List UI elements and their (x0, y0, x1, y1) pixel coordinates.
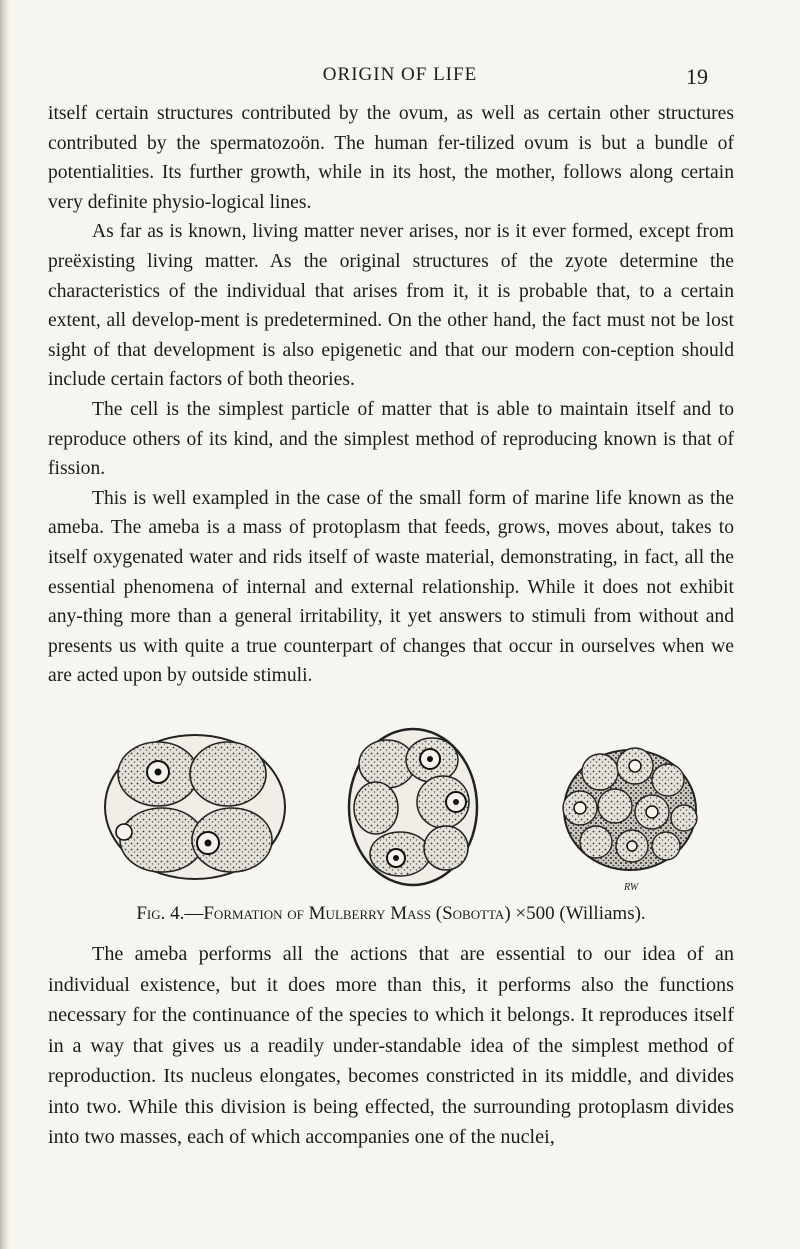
eight-cell-stage-drawing (349, 729, 477, 885)
paragraph-3: The cell is the simplest particle of matter that is able to maintain itself and to reproduce others of its kind, and the simplest method of reproducing known is that of fission. (48, 398, 734, 480)
paragraph-4: This is well exampled in the case of the small form of marine life known as the ameba. The ameba is a mass of protoplasm that feeds, grows, moves about, takes to itself oxygenated water and rids itself of waste material, demonstrating, in fact, all the essential phenomena of internal and external relationship. While it does not exhibit any-thing more than a general irritability, it yet answers to stimuli from without and presents us with quite a true counterpart of changes that occur in ourselves when we are acted upon by outside stimuli. (48, 487, 734, 687)
four-cell-stage-drawing (105, 735, 285, 879)
figure-magnification: ×500 (510, 903, 560, 924)
body-text-bottom (48, 939, 734, 1153)
figure-credit: (Williams). (559, 903, 646, 924)
figure-label: Fig. 4. (136, 903, 185, 924)
running-head: ORIGIN OF LIFE (322, 64, 478, 85)
paragraph-5: The ameba performs all the actions that are essential to our idea of an individual existence, but it does more than this, it performs also the functions necessary for the continuance of the species to which it belongs. It reproduces itself in a way that gives us a readily under-standable idea of the simplest method of reproduction. Its nucleus elongates, becomes constricted in its middle, and divides into two. While this division is being effected, the surrounding protoplasm divides into two masses, each of which accompanies one of the nuclei, (48, 943, 734, 1148)
paragraph-2: As far as is known, living matter never arises, nor is it ever formed, except from preëxisting living matter. As the original structures of the zyote determine the characteristics of the individual that arises from it, it is probable that, to a certain extent, all develop-ment is predetermined. On the other hand, the fact must not be lost sight of that development is also epigenetic and that our modern con-ception should include certain factors of both theories. (48, 221, 734, 391)
figure-title: —Formation of Mulberry Mass (Sobotta) (184, 903, 511, 924)
paragraph-1: itself certain structures contributed by the ovum, as well as certain other structures contributed by the spermatozoön. The human fer-tilized ovum is but a bundle of potentialities. Its further growth, while in its host, the mother, follows along certain very definite physio-logical lines. (48, 103, 734, 213)
mulberry-mass-drawing (563, 748, 697, 870)
page-number: 19 (686, 64, 708, 89)
body-text-top (48, 99, 734, 691)
binding-edge (0, 0, 10, 1249)
mulberry-mass-figure (100, 722, 720, 892)
figure-caption (48, 903, 734, 925)
engraver-mark: RW (624, 882, 639, 892)
